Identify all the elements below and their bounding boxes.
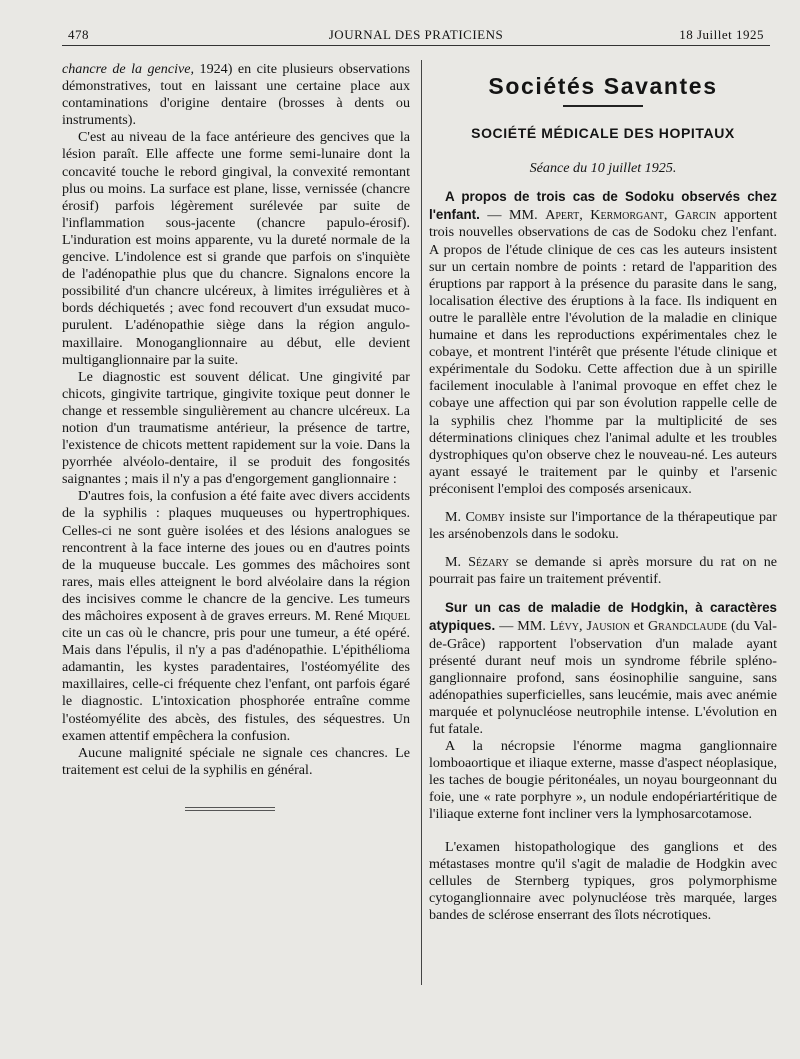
article-title: Sur un cas de maladie de Hodgkin, à caractères atypiques. bbox=[429, 600, 777, 634]
section-title: Sociétés Savantes bbox=[488, 73, 718, 99]
right-column bbox=[429, 70, 777, 924]
author-name: Miquel bbox=[367, 608, 410, 624]
article-sodoku: A propos de trois cas de Sodoku observés chez l'enfant. — MM. Apert, Kermorgant, Garcin apportent trois nouvelles observations de cas de Sodoku chez l'enfant. A propos de l'étude clinique de ces cas les auteurs insistent sur un certain nombre de points : retard de l'apparition des éruptions par rapport à la présence du parasite dans le sang, localisation élective des éruptions à la face. Ils indiquent en outre le parallèle entre l'évolution de la maladie en clinique humaine et dans les reproductions expérimentales chez le cobaye, et montrent l'intérêt que présente l'étude clinique et expérimentale du Sodoku. Cette affection due à un spirille facilement inoculable à l'animal provoque en effet chez le cobaye une affection qui par son évolution rappelle celle de la syphilis chez l'homme par la multiplicité de ses déterminations cliniques chez l'animal adulte et les troubles dystrophiques qu'on observe chez le nouveau-né. Les auteurs ayant essayé le traitement par le quinby et l'arsenic préconisent l'emploi des composés arsenicaux. bbox=[429, 189, 777, 497]
paragraph-malignite: Aucune malignité spéciale ne signale ces chancres. Le traitement est celui de la syphilis en général. bbox=[62, 744, 410, 778]
society-title: SOCIÉTÉ MÉDICALE DES HOPITAUX bbox=[471, 125, 735, 142]
paragraph-chancre-intro: chancre de la gencive, 1924) en cite plusieurs observations démonstratives, tout en laissant une certaine place aux contaminations d'origine dentaire (brosses à dents ou instruments). bbox=[62, 61, 410, 129]
session-date: Séance du 10 juillet 1925. bbox=[529, 160, 677, 177]
running-header bbox=[62, 24, 770, 44]
left-column bbox=[62, 61, 410, 811]
paragraph-syphilis: D'autres fois, la confusion a été faite avec divers accidents de la syphilis : plaques muqueuses ou hypertrophiques. Celles-ci ne sont guère isolées et des lésions analogues se rencontrent à la face interne des joues ou en d'autres points de la muqueuse buccale. Les gommes des mâchoires sont rares, mais elles atteignent le bord alvéolaire dans la région des incisives comme le chancre de la gencive. Les tumeurs des mâchoires exposent à de graves erreurs. M. René Miquel cite un cas où le chancre, pris pour une tumeur, a été opéré. Mais dans l'épulis, il n'y a pas d'adénopathie. L'épithélioma adamantin, les kystes paradentaires, l'ostéomyélite des maxillaires, celle-ci fréquente chez l'enfant, ont parfois égaré le diagnostic. L'intoxication phosphorée entraîne comme l'ostéomyélite des abcès, des fistules, des séquestres. Un examen attentif empêchera la confusion. bbox=[62, 488, 410, 744]
italic-ref: chancre de la gencive, bbox=[62, 61, 195, 77]
header-rule bbox=[62, 45, 770, 46]
article-title: A propos de trois cas de Sodoku observés chez l'enfant. bbox=[429, 189, 777, 223]
author-name: Comby bbox=[465, 508, 505, 525]
title-rule bbox=[563, 105, 643, 107]
author-name: Sézary bbox=[468, 554, 509, 571]
paragraph-necropsie: A la nécropsie l'énorme magma ganglionnaire lomboaortique et iliaque externe, masse d'aspect néoplasique, les taches de bougie péritonéales, un noyau bourgeonnant du foie, une « rate porphyre », un nodule endopériartéritique de l'iliaque externe font incliner vers la lymphosarcotamose. bbox=[429, 738, 777, 823]
end-ornament bbox=[185, 807, 275, 811]
page-number: 478 bbox=[68, 27, 89, 42]
article-hodgkin: Sur un cas de maladie de Hodgkin, à caractères atypiques. — MM. Lévy, Jausion et Grandclaude (du Val-de-Grâce) rapportent l'observation d'un malade ayant présenté durant neuf mois un syndrome fébrile spléno-ganglionnaire profond, sans éosinophilie sanguine, sans adénopathies superficielles, sans leucémie, mais avec anémie marquée et polynucléose neutrophile intense. L'évolution en fut fatale. bbox=[429, 600, 777, 737]
author-names: Apert, Kermorgant, Garcin bbox=[545, 207, 717, 224]
paragraph-histopathologie: L'examen histopathologique des ganglions et des métastases montre qu'il s'agit de maladie de Hodgkin avec cellules de Sternberg typiques, gros polymorphisme cytoganglionnaire avec polynucléose très marquée, larges bandes de sclérose enserrant des îlots nécrotiques. bbox=[429, 838, 777, 923]
author-name: Grandclaude bbox=[647, 618, 728, 635]
column-divider bbox=[421, 60, 422, 985]
comment-sezary: M. Sézary se demande si après morsure du rat on ne pourrait pas faire un traitement préventif. bbox=[429, 554, 777, 588]
comment-comby: M. Comby insiste sur l'importance de la thérapeutique par les arsénobenzols dans le sodoku. bbox=[429, 508, 777, 543]
paragraph-lesion: C'est au niveau de la face antérieure des gencives que la lésion paraît. Elle affecte une forme semi-lunaire dont la concavité touche le rebord gingival, la convexité remontant plus ou moins. La surface est plane, lisse, vernissée (chancre érosif) parfois légèrement surélevée par suite de l'inflammation sous-jacente (chancre papulo-érosif). L'induration est moins apparente, vu la dureté normale de la gencive. L'indolence est si grande que parfois on s'inquiète de l'adénopathie plus que du chancre. Signalons encore la possibilité d'un chancre ulcéreux, à limites irrégulières et à bords déchiquetés ; avec fond recouvert d'un exsudat muco-purulent. L'adénopathie siège dans la région angulo-maxillaire. Monoganglionnaire au début, elle devient multiganglionnaire par la suite. bbox=[62, 129, 410, 368]
paragraph-diagnostic: Le diagnostic est souvent délicat. Une gingivité par chicots, gingivite tartrique, gingivite toxique peut donner le change et ressemble singulièrement au chancre ulcéreux. La notion d'un traumatisme antérieur, la présence de tartre, l'existence de chicots mettent rapidement sur la voie. Dans la pyorrhée alvéolo-dentaire, il se produit des fongosités saignantes ; mais il n'y a pas d'engorgement ganglionnaire : bbox=[62, 368, 410, 488]
issue-date: 18 Juillet 1925 bbox=[679, 27, 764, 42]
author-names: Lévy, Jausion bbox=[549, 618, 630, 635]
journal-title: JOURNAL DES PRATICIENS bbox=[328, 27, 504, 42]
